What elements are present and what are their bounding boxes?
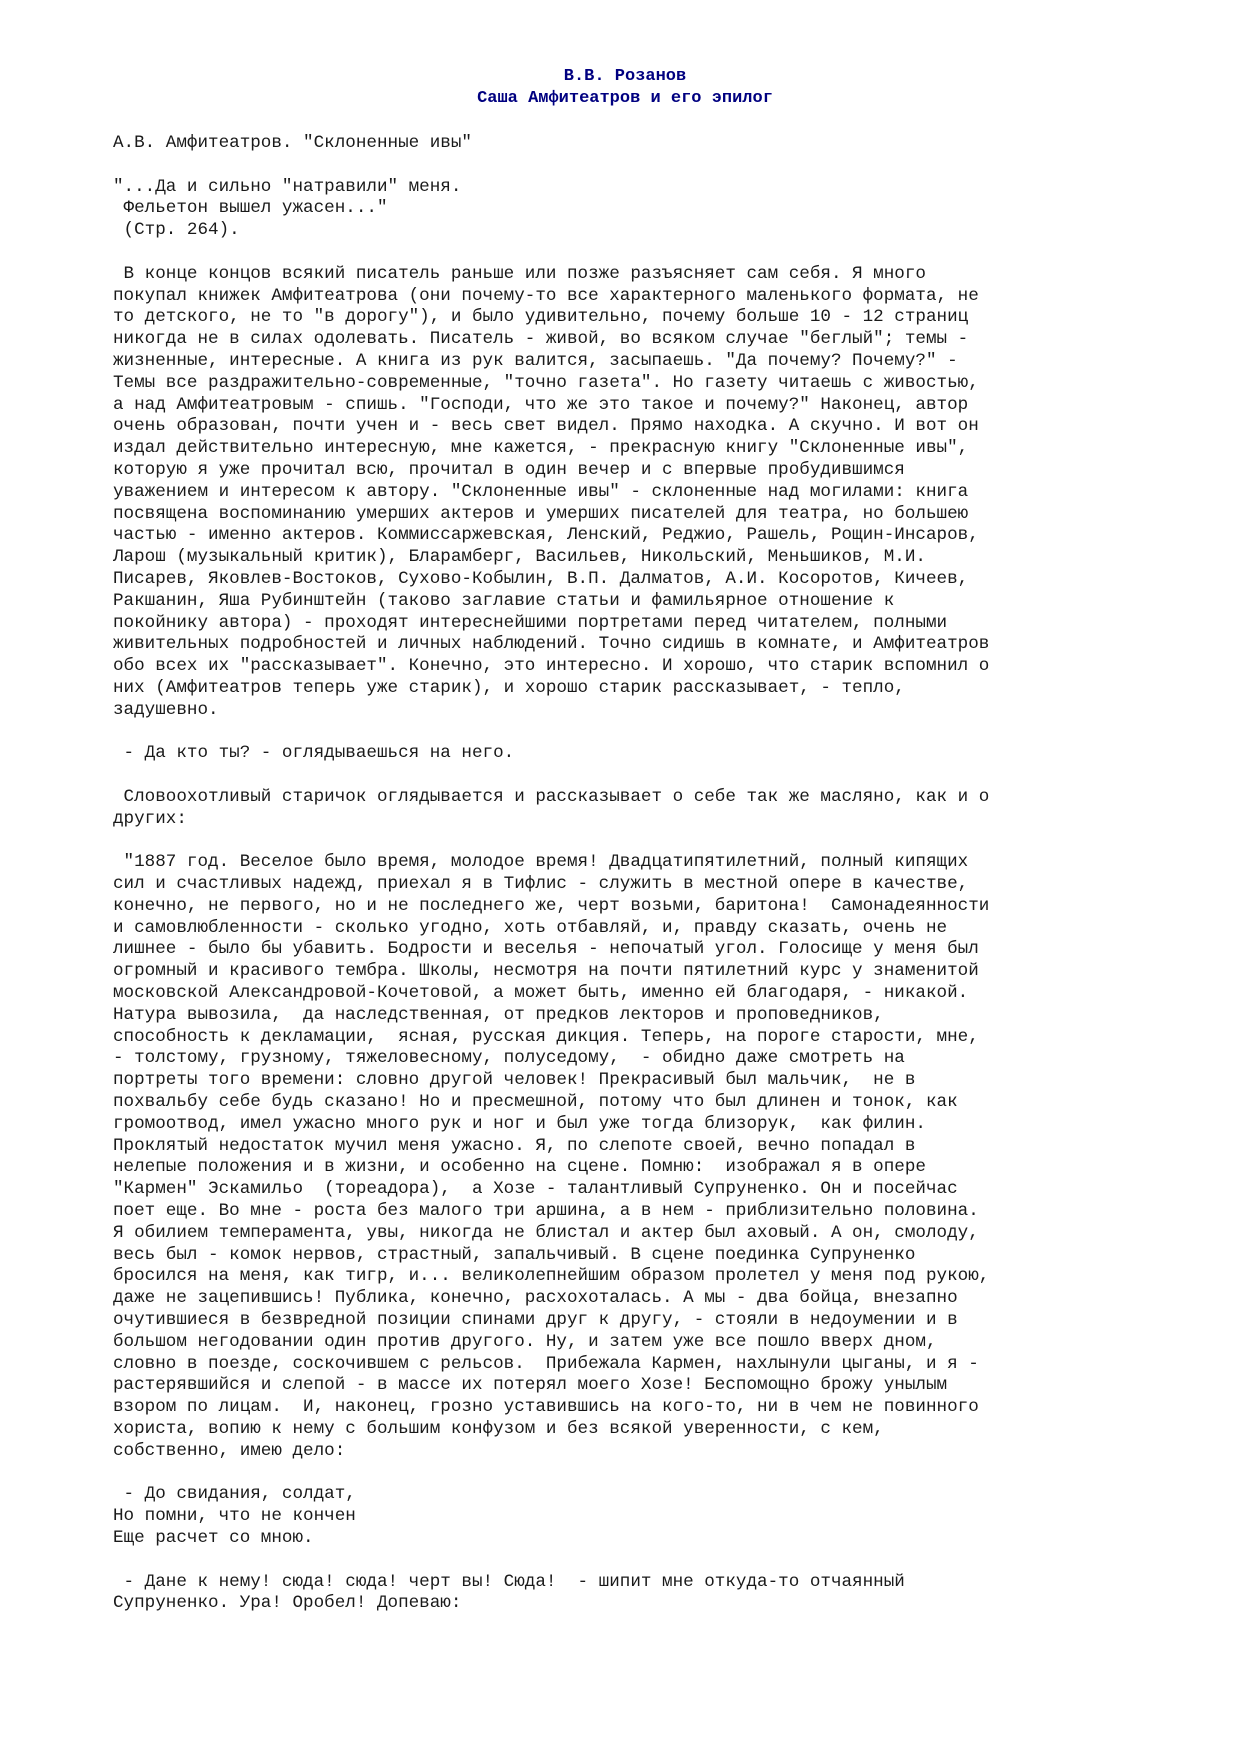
- text-line: поет еще. Во мне - роста без малого три аршина, а в нем - приблизительно половина.: [113, 1201, 979, 1222]
- author-name: В.В. Розанов: [563, 67, 687, 86]
- text-line: способность к декламации, ясная, русская дикция. Теперь, на пороге старости, мне,: [113, 1026, 979, 1047]
- text-line: частью - именно актеров. Коммиссаржевская, Ленский, Реджио, Рашель, Рощин-Инсаров,: [113, 525, 979, 546]
- text-line: Но помни, что не кончен: [113, 1506, 356, 1527]
- text-line: (Стр. 264).: [113, 220, 240, 241]
- text-line: покупал книжек Амфитеатрова (они почему-то все характерного маленького формата, не: [113, 285, 979, 306]
- text-line: Супруненко. Ура! Оробел! Допеваю:: [113, 1593, 462, 1614]
- text-line: Я обилием темперамента, увы, никогда не блистал и актер был аховый. А он, смолоду,: [113, 1222, 979, 1243]
- text-line: конечно, не первого, но и не последнего же, черт возьми, баритона! Самонадеянности: [113, 895, 990, 916]
- text-line: "Кармен" Эскамильо (тореадора), а Хозе - талантливый Супруненко. Он и посейчас: [113, 1179, 958, 1200]
- text-line: хориста, вопию к нему с большим конфузом и без всякой уверенности, с кем,: [113, 1419, 884, 1440]
- text-line: [113, 242, 1173, 264]
- text-line: очень образован, почти учен и - весь свет видел. Прямо находка. А скучно. И вот он: [113, 416, 979, 437]
- text-line: сил и счастливых надежд, приехал я в Тифлис - служить в местной опере в качестве,: [113, 874, 969, 895]
- text-line: Темы все раздражительно-современные, "точно газета". Но газету читаешь с живостью,: [113, 372, 979, 393]
- text-line: посвящена воспоминанию умерших актеров и умерших писателей для театра, но большею: [113, 503, 969, 524]
- text-line: даже не зацепившись! Публика, конечно, расхохоталась. А мы - два бойца, внезапно: [113, 1288, 958, 1309]
- text-line: В конце концов всякий писатель раньше или позже разъясняет сам себя. Я много: [113, 263, 926, 284]
- text-line: покойнику автора) - проходят интереснейшими портретами перед читателем, полными: [113, 612, 948, 633]
- text-line: Ракшанин, Яша Рубинштейн (таково заглавие статьи и фамильярное отношение к: [113, 590, 895, 611]
- text-line: уважением и интересом к автору. "Склоненные ивы" - склоненные над могилами: книга: [113, 481, 969, 502]
- document-header: [0, 66, 1242, 110]
- text-line: очутившиеся в безвредной позиции спинами друг к другу, - стояли в недоумении и в: [113, 1310, 958, 1331]
- text-line: словно в поезде, соскочившем с рельсов. Прибежала Кармен, нахлынули цыганы, и я -: [113, 1353, 979, 1374]
- text-line: весь был - комок нервов, страстный, запальчивый. В сцене поединка Супруненко: [113, 1244, 916, 1265]
- text-line: похвальбу себе будь сказано! Но и пресмешной, потому что был длинен и тонок, как: [113, 1092, 958, 1113]
- document-body: [113, 133, 1173, 1615]
- text-line: [113, 831, 1173, 853]
- text-line: [113, 1550, 1173, 1572]
- text-line: растерявшийся и слепой - в массе их потерял моего Хозе! Беспомощно брожу унылым: [113, 1375, 948, 1396]
- text-line: жизненные, интересные. А книга из рук валится, засыпаешь. "Да почему? Почему?" -: [113, 350, 958, 371]
- text-line: Писарев, Яковлев-Востоков, Сухово-Кобылин, В.П. Далматов, А.И. Косоротов, Кичеев,: [113, 568, 969, 589]
- text-line: [113, 1463, 1173, 1485]
- text-line: - толстому, грузному, тяжеловесному, полуседому, - обидно даже смотреть на: [113, 1048, 905, 1069]
- text-line: Фельетон вышел ужасен...": [113, 198, 388, 219]
- text-line: то детского, не то "в дорогу"), и было удивительно, почему больше 10 - 12 страниц: [113, 307, 969, 328]
- text-line: которую я уже прочитал всю, прочитал в один вечер и с впервые пробудившимся: [113, 459, 905, 480]
- text-line: и самовлюбленности - сколько угодно, хоть отбавляй, и, правду сказать, очень не: [113, 917, 948, 938]
- text-line: московской Александровой-Кочетовой, а может быть, именно ей благодаря, - никакой.: [113, 983, 969, 1004]
- text-line: издал действительно интересную, мне кажется, - прекрасную книгу "Склоненные ивы",: [113, 438, 969, 459]
- text-line: никогда не в силах одолевать. Писатель - живой, во всяком случае "беглый"; темы -: [113, 329, 969, 350]
- text-line: [113, 722, 1173, 744]
- document-title: Саша Амфитеатров и его эпилог: [477, 89, 773, 108]
- text-line: других:: [113, 808, 187, 829]
- text-line: [113, 155, 1173, 177]
- text-line: "...Да и сильно "натравили" меня.: [113, 176, 462, 197]
- text-line: [113, 765, 1173, 787]
- text-line: "1887 год. Веселое было время, молодое время! Двадцатипятилетний, полный кипящих: [113, 852, 969, 873]
- text-line: Натура вывозила, да наследственная, от предков лекторов и проповедников,: [113, 1004, 884, 1025]
- text-line: взором по лицам. И, наконец, грозно уставившись на кого-то, ни в чем не повинного: [113, 1397, 979, 1418]
- text-line: - Да кто ты? - оглядываешься на него.: [113, 743, 515, 764]
- text-line: громоотвод, имел ужасно много рук и ног и был уже тогда близорук, как филин.: [113, 1113, 926, 1134]
- text-line: обо всех их "рассказывает". Конечно, это интересно. И хорошо, что старик вспомнил о: [113, 656, 990, 677]
- text-line: А.В. Амфитеатров. "Склоненные ивы": [113, 133, 472, 153]
- text-line: Еще расчет со мною.: [113, 1528, 314, 1548]
- text-line: них (Амфитеатров теперь уже старик), и хорошо старик рассказывает, - тепло,: [113, 677, 905, 698]
- text-line: Проклятый недостаток мучил меня ужасно. Я, по слепоте своей, вечно попадал в: [113, 1135, 916, 1156]
- text-line: нелепые положения и в жизни, и особенно на сцене. Помню: изображал я в опере: [113, 1157, 926, 1178]
- text-line: - Дане к нему! сюда! сюда! черт вы! Сюда! - шипит мне откуда-то отчаянный: [113, 1571, 905, 1592]
- text-line: а над Амфитеатровым - спишь. "Господи, что же это такое и почему?" Наконец, автор: [113, 394, 969, 415]
- text-line: собственно, имею дело:: [113, 1440, 346, 1461]
- text-line: Ларош (музыкальный критик), Бларамберг, Васильев, Никольский, Меньшиков, М.И.: [113, 547, 926, 568]
- text-line: большом негодовании один против другого. Ну, и затем уже все пошло вверх дном,: [113, 1331, 937, 1352]
- text-line: портреты того времени: словно другой человек! Прекрасивый был мальчик, не в: [113, 1070, 916, 1091]
- text-line: задушевно.: [113, 699, 219, 720]
- text-line: лишнее - было бы убавить. Бодрости и веселья - непочатый угол. Голосище у меня был: [113, 939, 979, 960]
- text-line: - До свидания, солдат,: [113, 1484, 356, 1505]
- text-line: бросился на меня, как тигр, и... великолепнейшим образом пролетел у меня под рукою,: [113, 1266, 990, 1287]
- text-line: Словоохотливый старичок оглядывается и рассказывает о себе так же масляно, как и о: [113, 786, 990, 807]
- text-line: живительных подробностей и личных наблюдений. Точно сидишь в комнате, и Амфитеатров: [113, 634, 990, 655]
- text-line: огромный и красивого тембра. Школы, несмотря на почти пятилетний курс у знаменитой: [113, 961, 979, 982]
